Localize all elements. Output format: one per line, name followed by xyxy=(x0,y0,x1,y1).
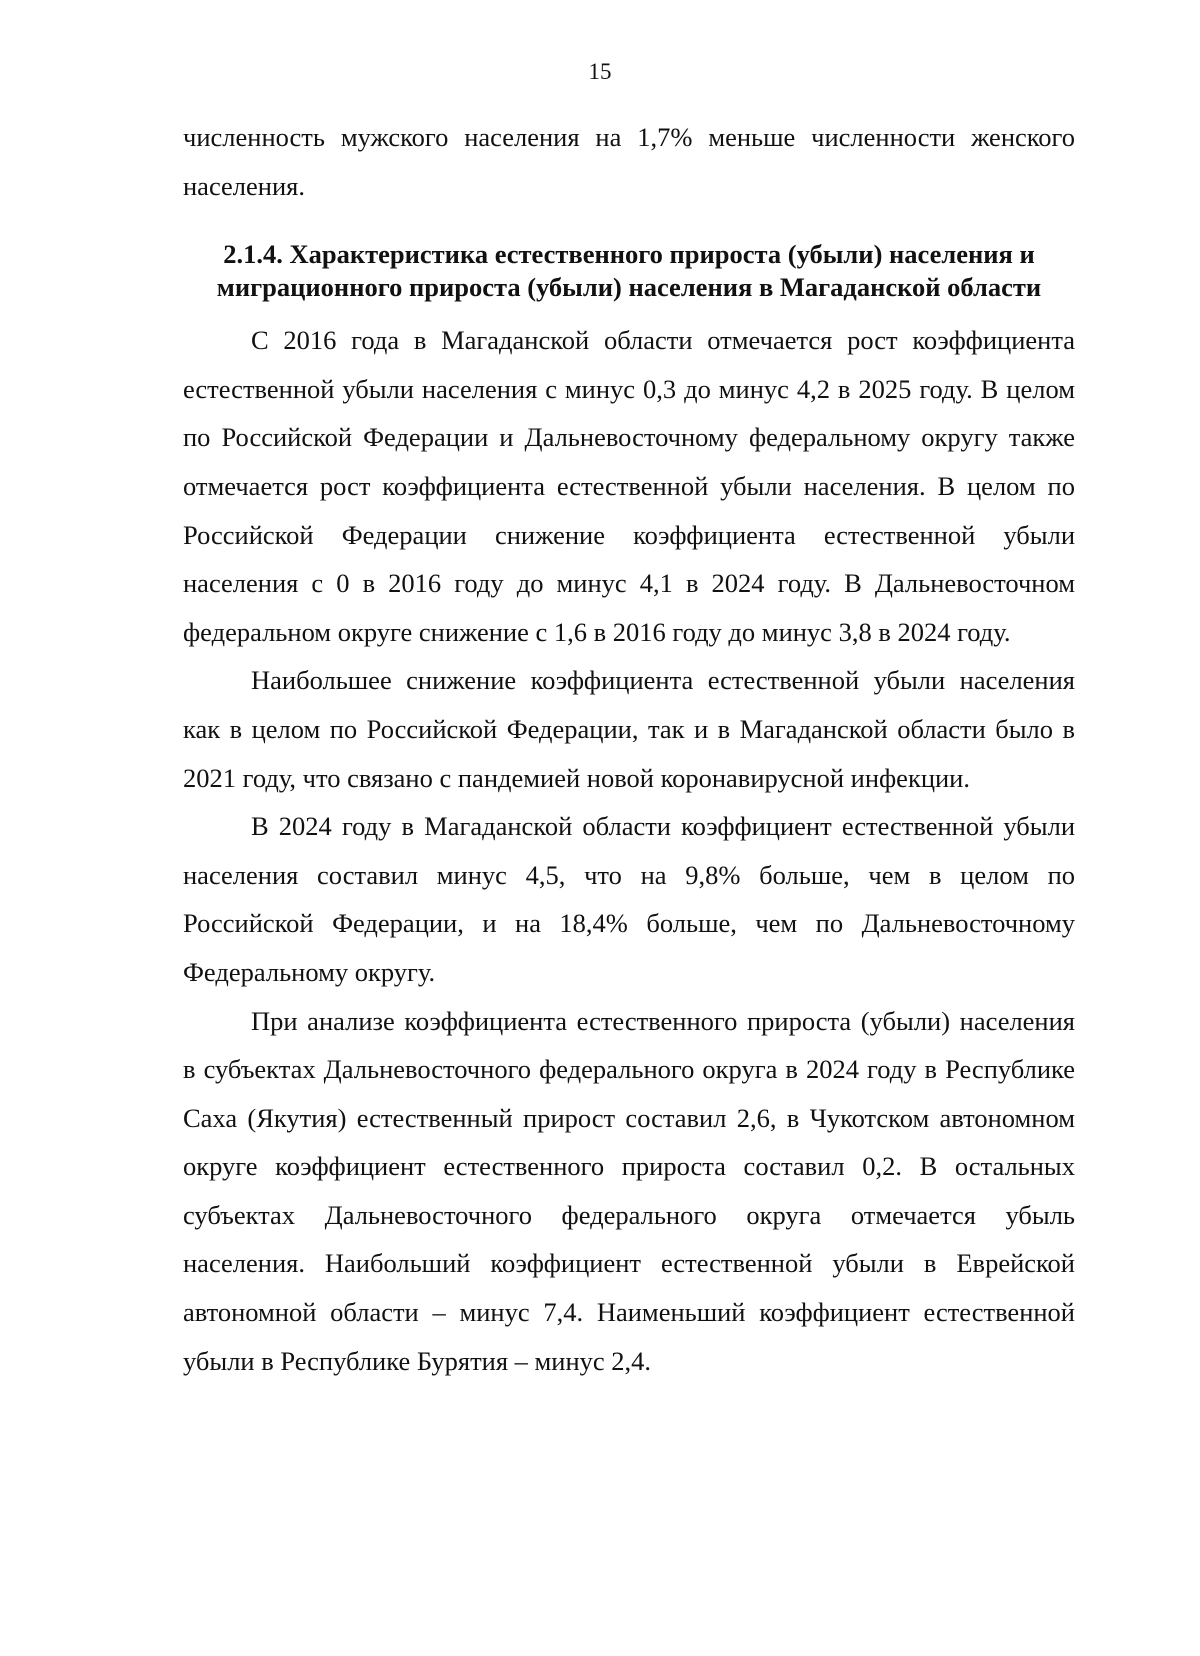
page-number: 15 xyxy=(588,59,612,84)
page-content xyxy=(183,113,1075,1385)
section-heading-line-1: 2.1.4. Характеристика естественного прироста (убыли) населения и xyxy=(223,239,1035,270)
paragraph-magadan-2024: В 2024 году в Магаданской области коэффициент естественной убыли населения составил минус 4,5, что на 9,8% больше, чем в целом по Российской Федерации, и на 18,4% больше, чем по Дальневосточному Федеральному округу. xyxy=(183,811,1075,987)
section-heading-line-2: миграционного прироста (убыли) населения в Магаданской области xyxy=(216,272,1042,303)
paragraph-natural-decline-trend: С 2016 года в Магаданской области отмечается рост коэффициента естественной убыли населения с минус 0,3 до минус 4,2 в 2025 году. В целом по Российской Федерации и Дальневосточному федеральному округу также отмечается рост коэффициента естественной убыли населения. В целом по Российской Федерации снижение коэффициента естественной убыли населения с 0 в 2016 году до минус 4,1 в 2024 году. В Дальневосточном федеральном округе снижение с 1,6 в 2016 году до минус 3,8 в 2024 году. xyxy=(183,325,1075,647)
paragraph-largest-decline-2021: Наибольшее снижение коэффициента естественной убыли населения как в целом по Российской Федерации, так и в Магаданской области было в 2021 году, что связано с пандемией новой коронавирусной инфекции. xyxy=(183,665,1075,793)
intro-paragraph: численность мужского населения на 1,7% меньше численности женского населения. xyxy=(183,122,1075,201)
spacer xyxy=(183,210,1075,238)
paragraph-far-east-subjects: При анализе коэффициента естественного прироста (убыли) населения в субъектах Дальневосточного федерального округа в 2024 году в Республике Саха (Якутия) естественный прирост составил 2,6, в Чукотском автономном округе коэффициент естественного прироста составил 0,2. В остальных субъектах Дальневосточного федерального округа отмечается убыль населения. Наибольший коэффициент естественной убыли в Еврейской автономной области – минус 7,4. Наименьший коэффициент естественной убыли в Республике Бурятия – минус 2,4. xyxy=(183,1005,1075,1376)
section-heading xyxy=(183,238,1075,304)
